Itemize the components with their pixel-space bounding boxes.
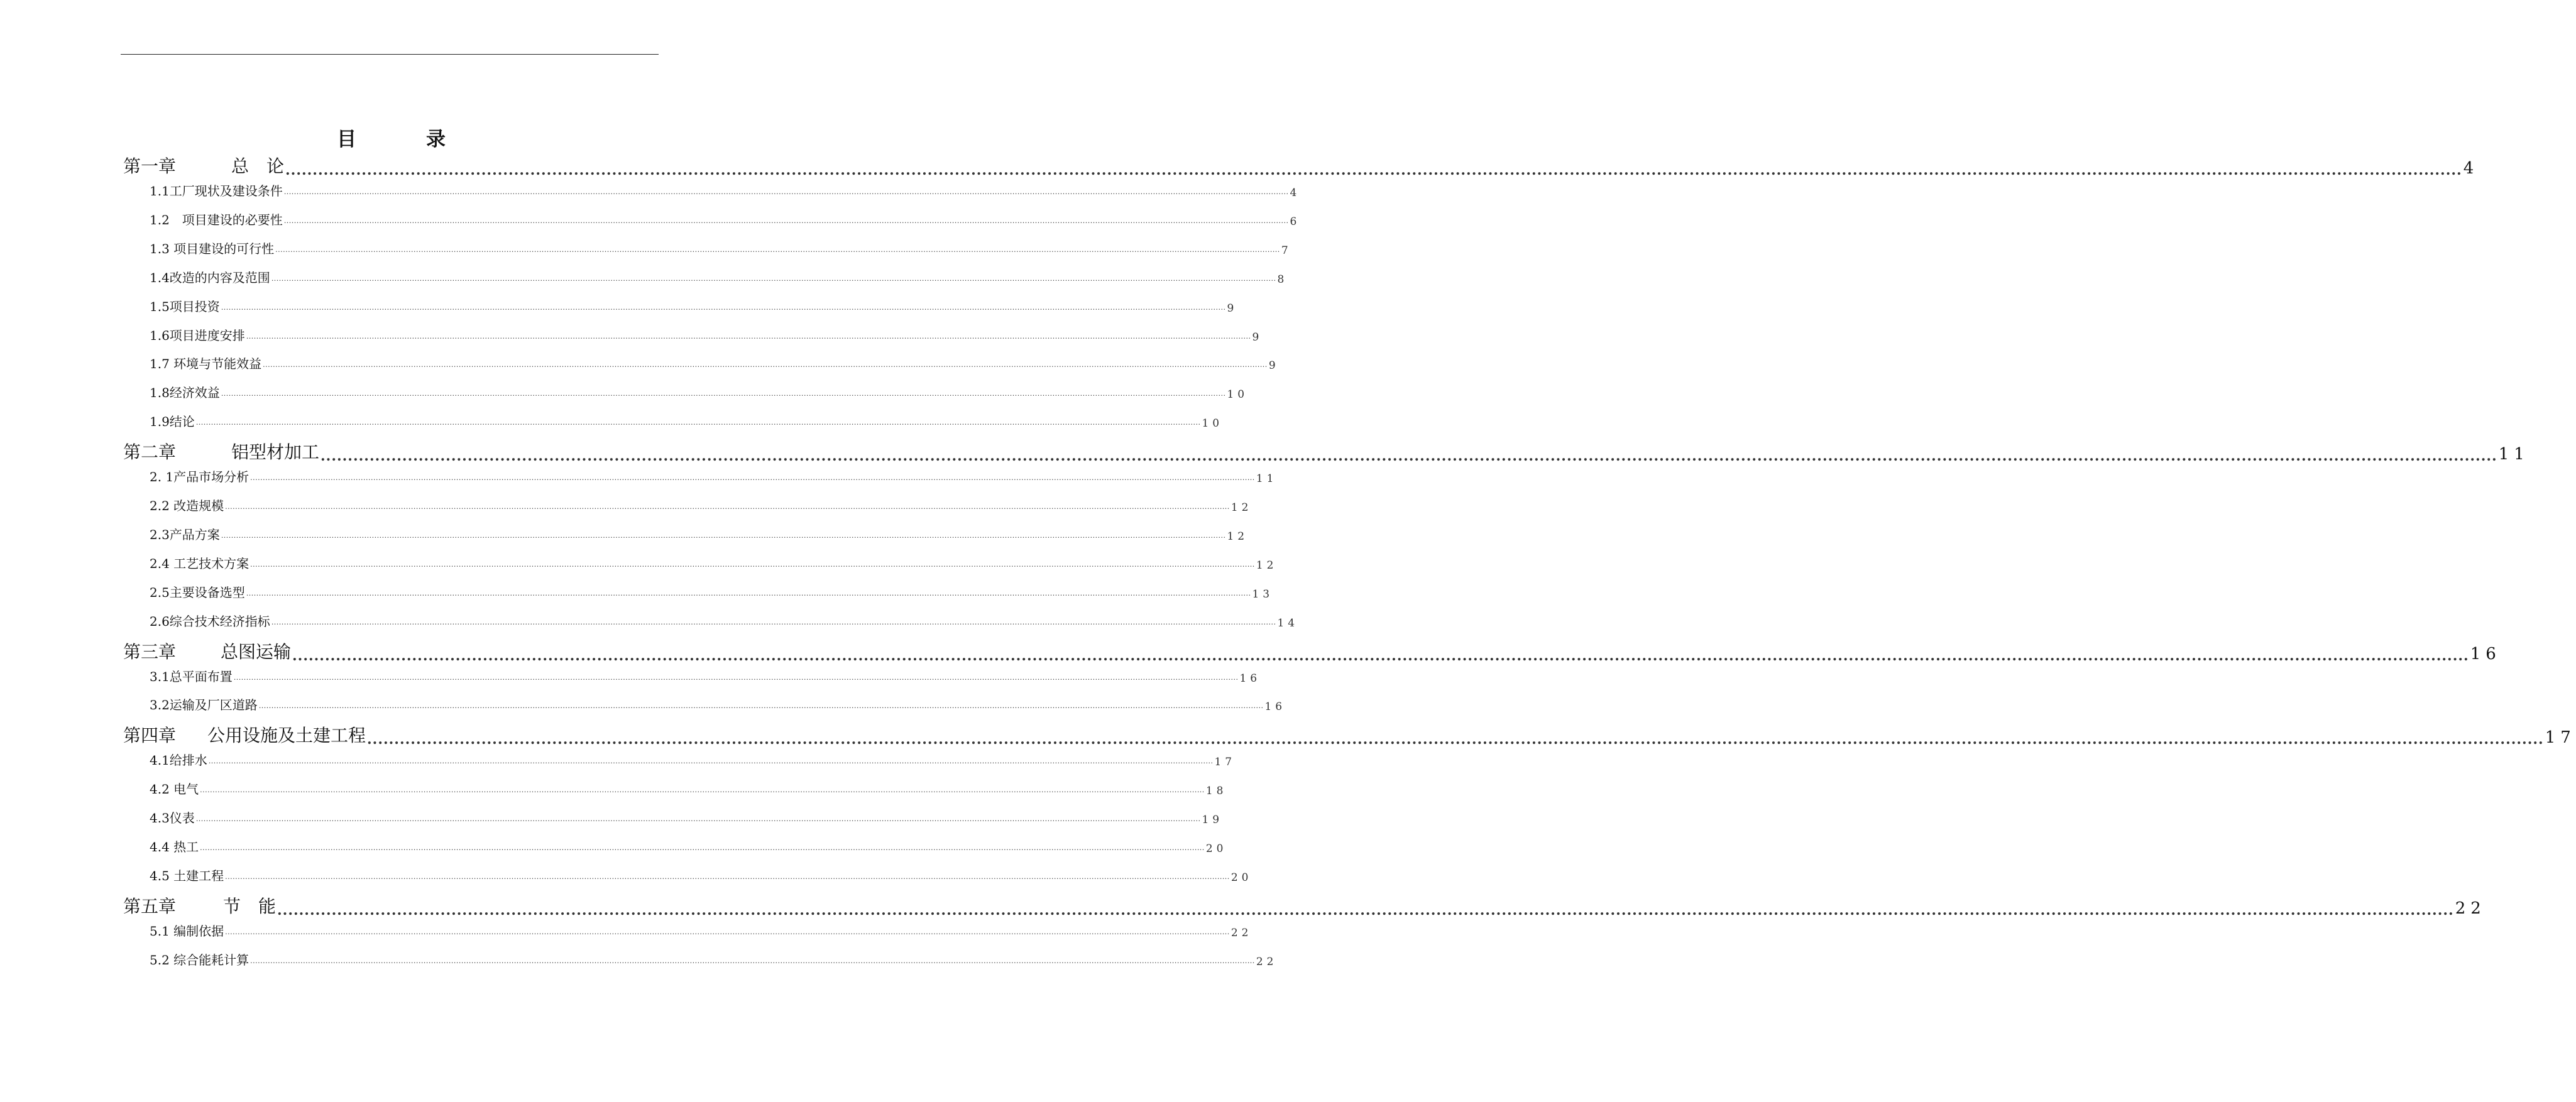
section-label: 1.7 环境与节能效益 (150, 356, 262, 372)
section-label: 4.1给排水 (150, 753, 207, 768)
toc-section-entry[interactable] (150, 353, 1280, 373)
section-label: 1.1工厂现状及建设条件 (150, 183, 283, 199)
chapter-page-number: 4 (2463, 159, 2479, 178)
toc-section-entry[interactable] (150, 807, 1224, 827)
toc-section-entry[interactable] (150, 524, 1249, 543)
toc-title-right: 录 (426, 128, 446, 151)
section-page-number: 19 (1202, 814, 1224, 827)
dot-leader: ................................................................................................................................................................................................................................................................................................................................................................................................................ (195, 418, 1201, 427)
dot-leader: ................................................................................................................................................................................................................................................................................................................................................................................................................ (225, 927, 1230, 936)
section-label: 2.6综合技术经济指标 (150, 613, 270, 629)
dot-leader: ................................................................................................................................................................................................................................................................................................................................................................................................................ (225, 872, 1230, 881)
dot-leader: ................................................................................................................................................................................................................................................................................................................................................................................................................ (277, 902, 2454, 919)
chapter-page-number: 11 (2498, 445, 2529, 464)
section-label: 4.2 电气 (150, 782, 199, 797)
chapter-title: 总 论 (231, 156, 285, 177)
chapter-title: 节 能 (223, 895, 277, 917)
chapter-label (123, 893, 276, 918)
dot-leader: ................................................................................................................................................................................................................................................................................................................................................................................................................ (250, 956, 1255, 965)
toc-section-entry[interactable] (150, 495, 1252, 514)
section-label: 2.5主要设备选型 (150, 584, 245, 600)
section-page-number: 12 (1227, 530, 1249, 543)
section-page-number: 6 (1290, 215, 1301, 228)
dot-leader: ................................................................................................................................................................................................................................................................................................................................................................................................................ (292, 647, 2469, 664)
toc-section-entry[interactable] (150, 611, 1299, 630)
chapter-number: 第二章 (123, 442, 177, 463)
dot-leader: ................................................................................................................................................................................................................................................................................................................................................................................................................ (221, 303, 1226, 312)
toc-chapter-entry[interactable] (123, 723, 2576, 748)
toc-title-left: 目 (337, 128, 356, 151)
dot-leader: ................................................................................................................................................................................................................................................................................................................................................................................................................ (221, 531, 1226, 540)
chapter-page-number: 17 (2545, 728, 2576, 748)
section-page-number: 9 (1227, 302, 1238, 315)
section-page-number: 20 (1205, 843, 1227, 855)
dot-leader: ................................................................................................................................................................................................................................................................................................................................................................................................................ (246, 589, 1251, 597)
section-page-number: 12 (1256, 559, 1278, 572)
dot-leader: ................................................................................................................................................................................................................................................................................................................................................................................................................ (271, 274, 1276, 283)
toc-section-entry[interactable] (150, 865, 1252, 884)
dot-leader: ................................................................................................................................................................................................................................................................................................................................................................................................................ (321, 448, 2497, 465)
toc-section-entry[interactable] (150, 325, 1263, 344)
toc-section-entry[interactable] (150, 750, 1236, 769)
dot-leader: ................................................................................................................................................................................................................................................................................................................................................................................................................ (221, 390, 1226, 398)
section-page-number: 20 (1230, 871, 1252, 884)
toc-section-entry[interactable] (150, 466, 1278, 486)
dot-leader: ................................................................................................................................................................................................................................................................................................................................................................................................................ (200, 844, 1205, 852)
chapter-page-number: 22 (2455, 898, 2486, 918)
toc-section-entry[interactable] (150, 582, 1274, 601)
toc-section-entry[interactable] (150, 920, 1252, 939)
section-page-number: 9 (1252, 330, 1263, 344)
section-label: 5.1 编制依据 (150, 923, 224, 939)
section-label: 2.4 工艺技术方案 (150, 555, 249, 571)
section-page-number: 9 (1268, 359, 1280, 373)
section-label: 1.3 项目建设的可行性 (150, 241, 275, 256)
toc-section-entry[interactable] (150, 553, 1278, 572)
chapter-label (123, 638, 291, 663)
chapter-number: 第四章 (123, 725, 177, 746)
section-page-number: 12 (1230, 501, 1252, 514)
toc-section-entry[interactable] (150, 209, 1301, 228)
section-label: 1.9结论 (150, 414, 195, 430)
chapter-title: 铝型材加工 (231, 442, 320, 463)
section-label: 3.1总平面布置 (150, 668, 233, 684)
toc-chapter-entry[interactable] (123, 894, 2486, 919)
chapter-label (123, 722, 366, 747)
section-page-number: 7 (1281, 244, 1292, 257)
section-page-number: 22 (1230, 926, 1252, 939)
toc-section-entry[interactable] (150, 411, 1224, 430)
section-label: 2. 1产品市场分析 (150, 469, 249, 485)
dot-leader: ................................................................................................................................................................................................................................................................................................................................................................................................................ (258, 702, 1264, 711)
dot-leader: ................................................................................................................................................................................................................................................................................................................................................................................................................ (275, 245, 1280, 254)
toc-section-entry[interactable] (150, 666, 1261, 685)
dot-leader: ................................................................................................................................................................................................................................................................................................................................................................................................................ (225, 503, 1230, 511)
toc-chapter-entry[interactable] (123, 440, 2529, 465)
dot-leader: ................................................................................................................................................................................................................................................................................................................................................................................................................ (208, 757, 1214, 766)
section-label: 4.5 土建工程 (150, 868, 224, 883)
section-page-number: 16 (1239, 672, 1261, 685)
section-page-number: 17 (1214, 756, 1236, 769)
dot-leader: ................................................................................................................................................................................................................................................................................................................................................................................................................ (283, 216, 1289, 225)
section-page-number: 11 (1256, 472, 1278, 486)
section-label: 2.2 改造规模 (150, 498, 224, 513)
section-page-number: 10 (1227, 388, 1249, 401)
toc-section-entry[interactable] (150, 238, 1292, 257)
chapter-label (123, 153, 284, 178)
toc-section-entry[interactable] (150, 382, 1249, 401)
toc-section-entry[interactable] (150, 778, 1227, 798)
section-label: 1.2 项目建设的必要性 (150, 212, 283, 227)
toc-section-entry[interactable] (150, 949, 1278, 968)
section-page-number: 13 (1252, 587, 1274, 601)
chapter-number: 第三章 (123, 641, 177, 662)
dot-leader: ................................................................................................................................................................................................................................................................................................................................................................................................................ (233, 673, 1239, 682)
chapter-title: 总图运输 (221, 641, 292, 662)
section-label: 4.4 热工 (150, 839, 199, 854)
toc-section-entry[interactable] (150, 180, 1301, 199)
section-label: 5.2 综合能耗计算 (150, 952, 249, 968)
section-page-number: 8 (1277, 273, 1288, 286)
chapter-number: 第一章 (123, 156, 177, 177)
toc-chapter-entry[interactable] (123, 640, 2501, 664)
section-label: 1.8经济效益 (150, 385, 220, 401)
section-label: 2.3产品方案 (150, 526, 220, 542)
section-page-number: 14 (1277, 616, 1299, 630)
dot-leader: ................................................................................................................................................................................................................................................................................................................................................................................................................ (285, 162, 2462, 178)
section-page-number: 22 (1256, 955, 1278, 968)
dot-leader: ................................................................................................................................................................................................................................................................................................................................................................................................................ (250, 560, 1255, 569)
section-page-number: 16 (1264, 701, 1286, 714)
toc-section-entry[interactable] (150, 694, 1286, 714)
dot-leader: ................................................................................................................................................................................................................................................................................................................................................................................................................ (246, 332, 1251, 341)
section-page-number: 4 (1290, 187, 1301, 199)
section-page-number: 10 (1202, 417, 1224, 430)
dot-leader: ................................................................................................................................................................................................................................................................................................................................................................................................................ (271, 618, 1276, 626)
dot-leader: ................................................................................................................................................................................................................................................................................................................................................................................................................ (263, 361, 1268, 369)
chapter-label (123, 439, 319, 464)
toc-section-entry[interactable] (150, 296, 1238, 315)
section-label: 1.4改造的内容及范围 (150, 270, 270, 285)
dot-leader: ................................................................................................................................................................................................................................................................................................................................................................................................................ (367, 731, 2544, 748)
section-label: 4.3仪表 (150, 810, 195, 826)
toc-section-entry[interactable] (150, 836, 1227, 855)
chapter-number: 第五章 (123, 895, 177, 917)
dot-leader: ................................................................................................................................................................................................................................................................................................................................................................................................................ (195, 815, 1201, 824)
section-label: 3.2运输及厂区道路 (150, 697, 258, 713)
section-label: 1.6项目进度安排 (150, 327, 245, 343)
dot-leader: ................................................................................................................................................................................................................................................................................................................................................................................................................ (200, 786, 1205, 795)
section-label: 1.5项目投资 (150, 298, 220, 314)
dot-leader: ................................................................................................................................................................................................................................................................................................................................................................................................................ (283, 188, 1289, 196)
toc-chapter-entry[interactable] (123, 154, 2479, 178)
chapter-page-number: 16 (2470, 644, 2501, 663)
section-page-number: 18 (1205, 785, 1227, 798)
chapter-title: 公用设施及土建工程 (207, 725, 366, 746)
dot-leader: ................................................................................................................................................................................................................................................................................................................................................................................................................ (250, 474, 1255, 483)
toc-section-entry[interactable] (150, 267, 1288, 286)
